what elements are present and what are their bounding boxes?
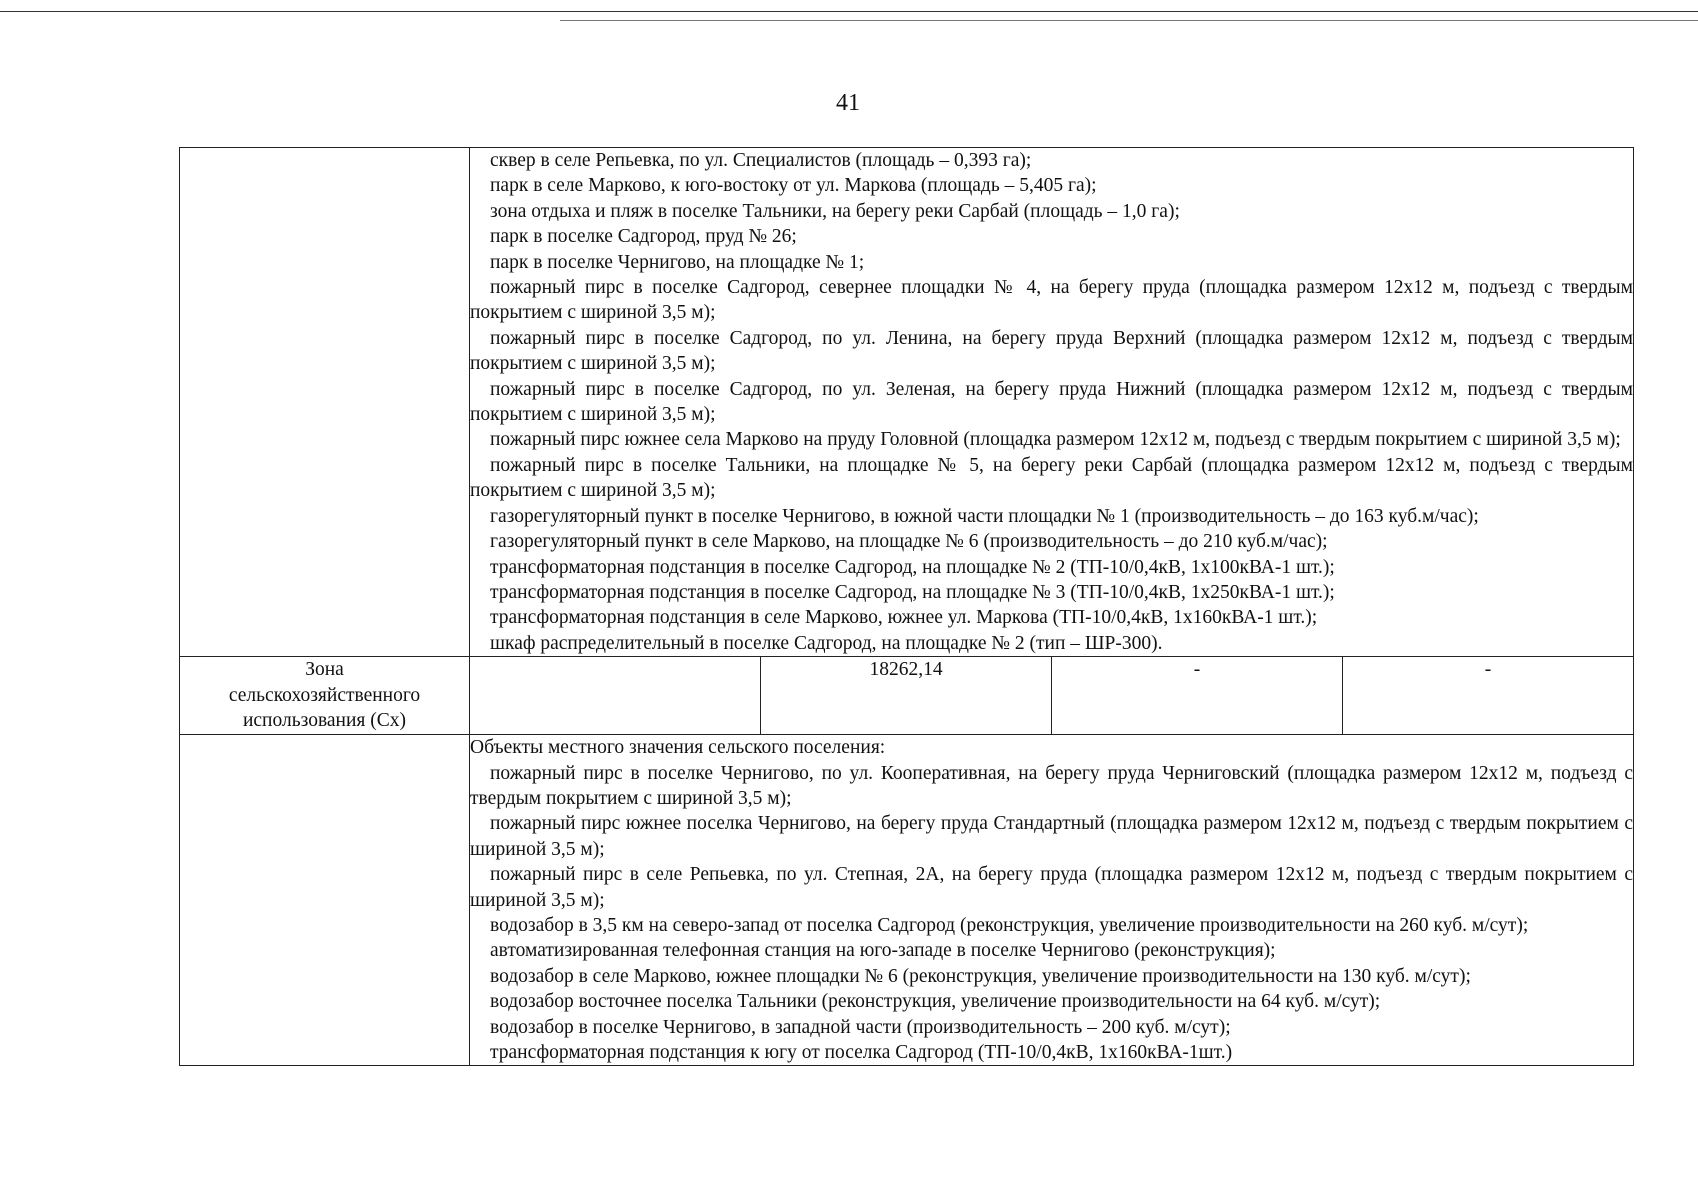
list-item: автоматизированная телефонная станция на юго-западе в поселке Чернигово (реконструкция); (490, 940, 1276, 962)
objects-list-cell (470, 148, 1634, 657)
list-item: водозабор в селе Марково, южнее площадки № 6 (реконструкция, увеличение производительности на 130 куб. м/сут); (490, 965, 1471, 987)
list-item: пожарный пирс в поселке Садгород, по ул. Зеленая, на берегу пруда Нижний (площадка размером 12х12 м, подъезд с твердым покрытием с шириной 3,5 м); (470, 378, 1633, 426)
table-row (180, 148, 1634, 657)
zone-name-line: сельскохозяйственного (228, 684, 421, 706)
list-item: пожарный пирс в поселке Тальники, на площадке № 5, на берегу реки Сарбай (площадка размером 12х12 м, подъезд с твердым покрытием с шириной 3,5 м); (470, 454, 1633, 502)
objects-list-cell (470, 735, 1634, 1066)
zone-col3-cell: - (1052, 657, 1343, 735)
zone-col4-cell: - (1343, 657, 1634, 735)
section-heading: Объекты местного значения сельского поселения: (470, 737, 886, 759)
list-item: парк в поселке Садгород, пруд № 26; (490, 226, 797, 248)
list-item: трансформаторная подстанция в поселке Садгород, на площадке № 2 (ТП-10/0,4кВ, 1х100кВА-1 шт.); (490, 556, 1335, 578)
side-cell-empty (180, 735, 470, 1066)
zone-area-cell: 18262,14 (761, 657, 1052, 735)
list-item: зона отдыха и пляж в поселке Тальники, на берегу реки Сарбай (площадь – 1,0 га); (490, 200, 1180, 222)
list-item: пожарный пирс южнее поселка Чернигово, на берегу пруда Стандартный (площадка размером 12х12 м, подъезд с твердым покрытием с шириной 3,5 м); (470, 813, 1633, 860)
list-item: пожарный пирс в поселке Садгород, по ул. Ленина, на берегу пруда Верхний (площадка размером 12х12 м, подъезд с твердым покрытием с шириной 3,5 м); (470, 327, 1633, 375)
list-item: парк в селе Марково, к юго-востоку от ул. Маркова (площадь – 5,405 га); (490, 175, 1097, 197)
list-item: трансформаторная подстанция в поселке Садгород, на площадке № 3 (ТП-10/0,4кВ, 1х250кВА-1 шт.); (490, 581, 1335, 603)
list-item: шкаф распределительный в поселке Садгород, на площадке № 2 (тип – ШР-300). (490, 632, 1163, 654)
zone-name-cell (180, 657, 470, 735)
table-row (180, 735, 1634, 1066)
list-item: пожарный пирс южнее села Марково на пруду Головной (площадка размером 12х12 м, подъезд с твердым покрытием с шириной 3,5 м); (490, 429, 1621, 451)
zone-row (180, 657, 1634, 735)
list-item: водозабор восточнее поселка Тальники (реконструкция, увеличение производительности на 64 куб. м/сут); (490, 991, 1381, 1013)
side-cell-empty (180, 148, 470, 657)
list-item: газорегуляторный пункт в селе Марково, на площадке № 6 (производительность – до 210 куб.м/час); (490, 531, 1328, 553)
zone-name-line: Зона (305, 659, 344, 681)
page-number: 41 (836, 90, 860, 116)
list-item: водозабор в 3,5 км на северо-запад от поселка Садгород (реконструкция, увеличение производительности на 260 куб. м/сут); (490, 914, 1529, 936)
list-item: пожарный пирс в поселке Чернигово, по ул. Кооперативная, на берегу пруда Черниговский (площадка размером 12х12 м, подъезд с твердым покрытием с шириной 3,5 м); (470, 762, 1633, 809)
list-item: трансформаторная подстанция к югу от поселка Садгород (ТП-10/0,4кВ, 1х160кВА-1шт.) (490, 1042, 1233, 1063)
list-item: сквер в селе Репьевка, по ул. Специалистов (площадь – 0,393 га); (490, 150, 1032, 171)
list-item: трансформаторная подстанция в селе Марково, южнее ул. Маркова (ТП-10/0,4кВ, 1х160кВА-1 шт.); (490, 607, 1318, 629)
zone-empty-cell (470, 657, 761, 735)
list-item: парк в поселке Чернигово, на площадке № 1; (490, 251, 865, 273)
top-rule (0, 11, 1698, 12)
list-item: пожарный пирс в поселке Садгород, севернее площадки № 4, на берегу пруда (площадка размером 12х12 м, подъезд с твердым покрытием с шириной 3,5 м); (470, 277, 1633, 324)
document-table (179, 147, 1634, 1066)
list-item: водозабор в поселке Чернигово, в западной части (производительность – 200 куб. м/сут); (490, 1016, 1231, 1038)
list-item: пожарный пирс в селе Репьевка, по ул. Степная, 2А, на берегу пруда (площадка размером 12х12 м, подъезд с твердым покрытием с шириной 3,5 м); (470, 864, 1633, 911)
list-item: газорегуляторный пункт в поселке Чернигово, в южной части площадки № 1 (производительность – до 163 куб.м/час); (490, 505, 1479, 527)
top-rule-secondary (560, 20, 1698, 21)
zone-name-line: использования (Сх) (242, 709, 407, 731)
